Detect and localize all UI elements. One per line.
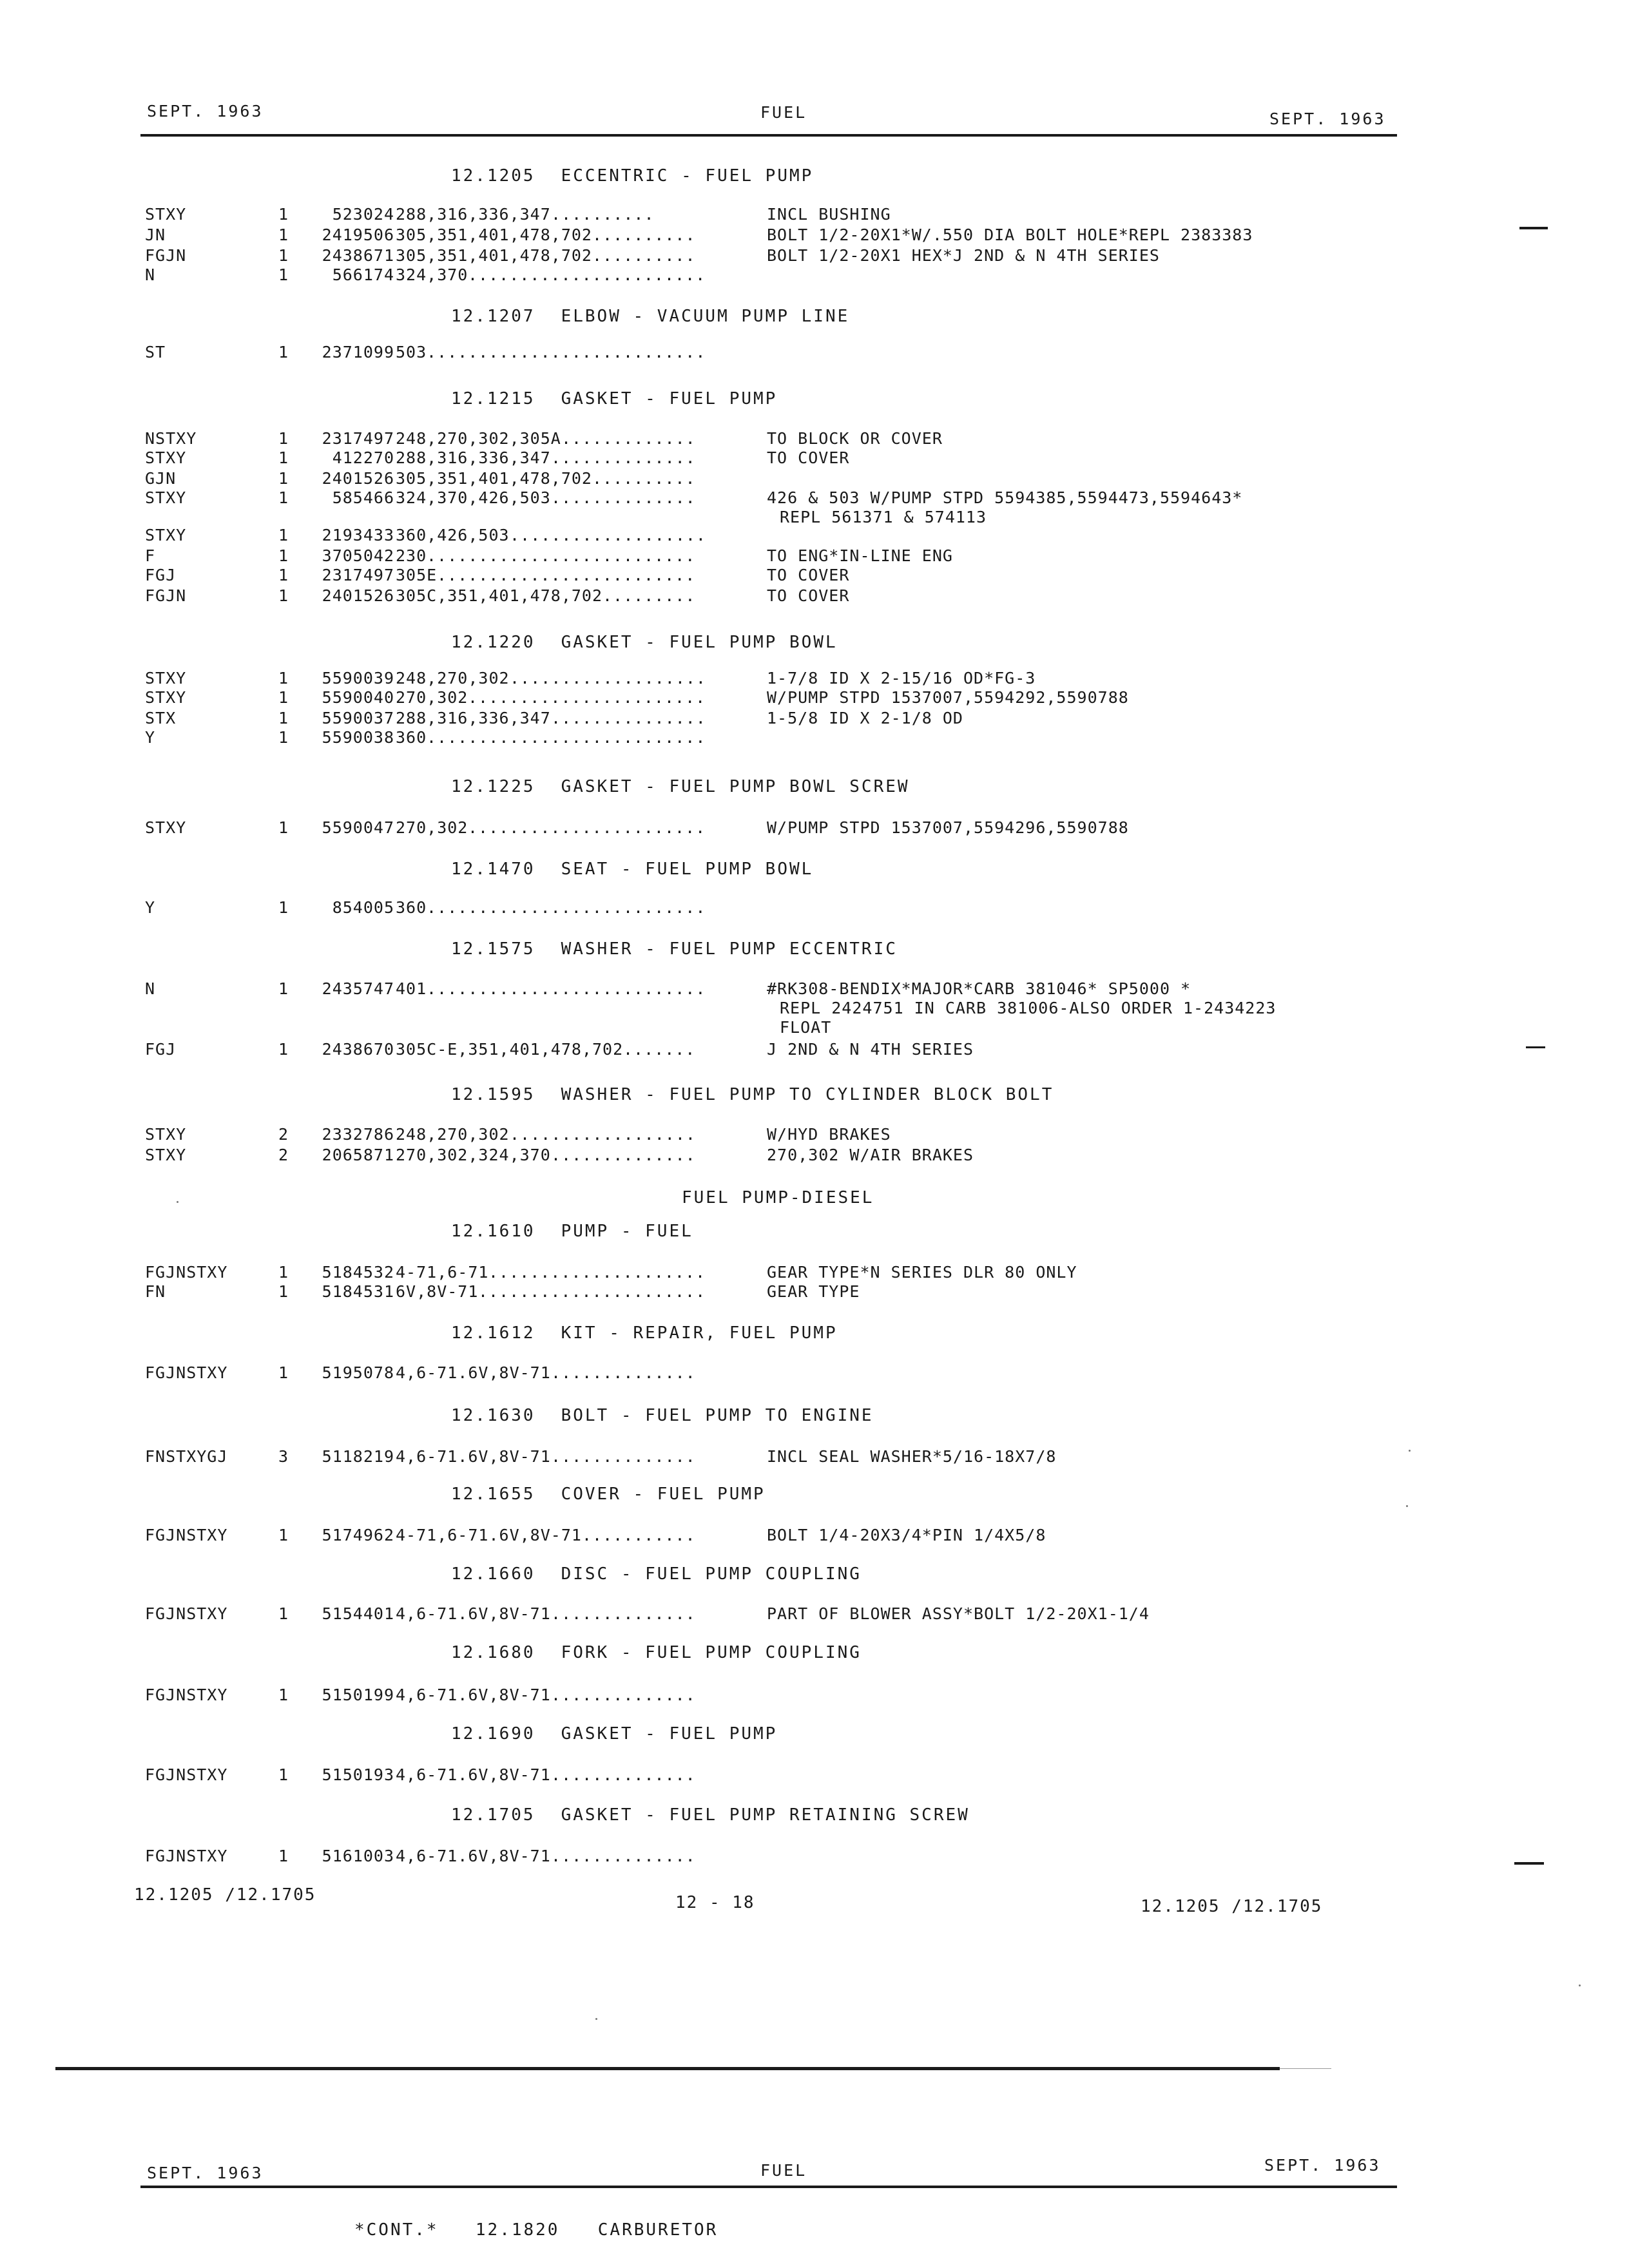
part-note: 1-5/8 ID X 2-1/8 OD — [767, 709, 963, 727]
series-code: FGJ — [145, 566, 177, 584]
quantity: 1 — [278, 265, 289, 284]
part-number: 5590039 — [322, 669, 394, 687]
dot-leader: .............. — [551, 1146, 696, 1164]
applications: 4,6-71.6V,8V-71 — [396, 1765, 551, 1784]
series-code: FGJNSTXY — [145, 1847, 228, 1865]
part-number: 2435747 — [322, 979, 394, 998]
section-name: PUMP - FUEL — [561, 1222, 693, 1241]
series-code: STXY — [145, 688, 187, 707]
section-title — [451, 1323, 838, 1343]
part-note: TO ENG*IN-LINE ENG — [767, 546, 953, 565]
quantity: 1 — [278, 1363, 289, 1382]
part-note: REPL 2424751 IN CARB 381006-ALSO ORDER 1-2434223 — [780, 999, 1277, 1017]
part-note: J 2ND & N 4TH SERIES — [767, 1040, 974, 1059]
dot-leader: ...................... — [478, 1282, 706, 1301]
part-number: 5174962 — [322, 1526, 394, 1544]
series-code: FGJNSTXY — [145, 1604, 228, 1623]
scan-speck — [177, 1201, 178, 1203]
section-title — [451, 1564, 862, 1584]
quantity: 1 — [278, 1040, 289, 1059]
section-name: ELBOW - VACUUM PUMP LINE — [561, 307, 850, 326]
section-name: FORK - FUEL PUMP COUPLING — [561, 1643, 862, 1662]
dot-leader: .......... — [551, 205, 655, 224]
scan-mark — [1514, 1862, 1544, 1865]
part-number: 5154401 — [322, 1604, 394, 1623]
section-title — [451, 307, 849, 326]
series-code: STXY — [145, 669, 187, 687]
scan-speck — [595, 2018, 597, 2020]
quantity: 1 — [278, 246, 289, 265]
part-note: W/PUMP STPD 1537007,5594292,5590788 — [767, 688, 1129, 707]
dot-leader: .............. — [551, 1686, 696, 1704]
section-name: KIT - REPAIR, FUEL PUMP — [561, 1323, 838, 1343]
part-number: 2401526 — [322, 469, 394, 488]
footer-page-number: 12 - 18 — [675, 1893, 755, 1912]
page2-header-title: FUEL — [760, 2161, 807, 2180]
dot-leader: ............... — [551, 709, 706, 727]
part-row — [0, 1686, 1629, 1705]
part-note: W/PUMP STPD 1537007,5594296,5590788 — [767, 818, 1129, 837]
series-code: FGJNSTXY — [145, 1263, 228, 1282]
quantity: 1 — [278, 526, 289, 544]
part-note: BOLT 1/2-20X1*W/.550 DIA BOLT HOLE*REPL 2383383 — [767, 226, 1253, 244]
quantity: 1 — [278, 566, 289, 584]
dot-leader: .............. — [551, 1363, 696, 1382]
quantity: 2 — [278, 1146, 289, 1164]
quantity: 1 — [278, 898, 289, 917]
series-code: Y — [145, 898, 156, 917]
section-name: WASHER - FUEL PUMP ECCENTRIC — [561, 939, 898, 959]
quantity: 1 — [278, 1765, 289, 1784]
dot-leader: .............. — [551, 1447, 696, 1466]
section-name: GASKET - FUEL PUMP BOWL SCREW — [561, 777, 910, 796]
part-note: REPL 561371 & 574113 — [780, 508, 987, 526]
section-number: 12.1660 — [451, 1564, 535, 1584]
section-number: 12.1205 — [451, 166, 535, 186]
dot-leader: ......... — [602, 586, 696, 605]
section-number: 12.1680 — [451, 1643, 535, 1662]
series-code: ST — [145, 343, 166, 361]
part-number: 854005 — [332, 898, 394, 917]
quantity: 1 — [278, 1263, 289, 1282]
section-name: BOLT - FUEL PUMP TO ENGINE — [561, 1406, 874, 1425]
part-note: GEAR TYPE*N SERIES DLR 80 ONLY — [767, 1263, 1077, 1282]
part-number: 566174 — [332, 265, 394, 284]
scan-speck — [1406, 1505, 1408, 1507]
quantity: 1 — [278, 448, 289, 467]
quantity: 1 — [278, 226, 289, 244]
dot-leader: ........... — [582, 1526, 696, 1544]
page-break-rule-tail — [1280, 2068, 1331, 2069]
applications: 288,316,336,347 — [396, 205, 551, 224]
applications: 4,6-71.6V,8V-71 — [396, 1686, 551, 1704]
quantity: 1 — [278, 1686, 289, 1704]
part-note: 1-7/8 ID X 2-15/16 OD*FG-3 — [767, 669, 1036, 687]
dot-leader: ........................... — [427, 979, 706, 998]
series-code: STXY — [145, 488, 187, 507]
applications: 360,426,503 — [396, 526, 510, 544]
section-number: 12.1470 — [451, 860, 535, 879]
part-note: INCL BUSHING — [767, 205, 891, 224]
part-number: 2317497 — [322, 566, 394, 584]
dot-leader: .............. — [551, 488, 696, 507]
footer-range-left: 12.1205 /12.1705 — [134, 1885, 316, 1905]
series-code: FGJ — [145, 1040, 177, 1059]
applications: 248,270,302,305A — [396, 429, 561, 448]
applications: 6V,8V-71 — [396, 1282, 479, 1301]
part-row — [0, 1363, 1629, 1383]
dot-leader: ........................... — [427, 728, 706, 747]
dot-leader: .......................... — [427, 546, 696, 565]
applications: 401 — [396, 979, 427, 998]
part-number: 2317497 — [322, 429, 394, 448]
part-number: 5161003 — [322, 1847, 394, 1865]
section-number: 12.1612 — [451, 1323, 535, 1343]
series-code: FGJN — [145, 586, 187, 605]
part-number: 5590037 — [322, 709, 394, 727]
section-title — [451, 1406, 874, 1425]
page2-section-name: CARBURETOR — [597, 2220, 718, 2240]
section-name: ECCENTRIC - FUEL PUMP — [561, 166, 814, 186]
part-number: 5184532 — [322, 1263, 394, 1282]
part-note: 270,302 W/AIR BRAKES — [767, 1146, 974, 1164]
part-note: TO COVER — [767, 586, 850, 605]
section-title — [451, 1805, 970, 1825]
series-code: STXY — [145, 448, 187, 467]
dot-leader: ......................... — [437, 566, 696, 584]
part-number: 5184531 — [322, 1282, 394, 1301]
series-code: FN — [145, 1282, 166, 1301]
dot-leader: .................. — [510, 1125, 696, 1144]
part-number: 5590038 — [322, 728, 394, 747]
series-code: F — [145, 546, 156, 565]
section-name: WASHER - FUEL PUMP TO CYLINDER BLOCK BOLT — [561, 1085, 1054, 1104]
quantity: 1 — [278, 1847, 289, 1865]
part-note: INCL SEAL WASHER*5/16-18X7/8 — [767, 1447, 1057, 1466]
part-note: TO BLOCK OR COVER — [767, 429, 943, 448]
part-note: TO COVER — [767, 566, 850, 584]
part-row — [0, 1765, 1629, 1785]
quantity: 1 — [278, 728, 289, 747]
applications: 248,270,302 — [396, 1125, 510, 1144]
part-number: 2438670 — [322, 1040, 394, 1059]
part-number: 5195078 — [322, 1363, 394, 1382]
section-name: SEAT - FUEL PUMP BOWL — [561, 860, 814, 879]
series-code: N — [145, 979, 156, 998]
series-code: N — [145, 265, 156, 284]
page2-header-date-right: SEPT. 1963 — [1264, 2156, 1381, 2175]
applications: 305E — [396, 566, 438, 584]
header-date-right: SEPT. 1963 — [1269, 110, 1386, 128]
section-title — [451, 633, 838, 652]
series-code: FNSTXYGJ — [145, 1447, 228, 1466]
diesel-heading: FUEL PUMP-DIESEL — [682, 1188, 874, 1207]
section-number: 12.1215 — [451, 389, 535, 408]
applications: 324,370 — [396, 265, 468, 284]
applications: 503 — [396, 343, 427, 361]
section-number: 12.1610 — [451, 1222, 535, 1241]
quantity: 1 — [278, 1526, 289, 1544]
part-number: 3705042 — [322, 546, 394, 565]
part-note: BOLT 1/2-20X1 HEX*J 2ND & N 4TH SERIES — [767, 246, 1160, 265]
series-code: STXY — [145, 205, 187, 224]
applications: 305,351,401,478,702 — [396, 226, 592, 244]
part-note: FLOAT — [780, 1018, 832, 1037]
scan-speck — [1579, 1984, 1581, 1986]
part-row — [0, 469, 1629, 488]
part-row — [0, 265, 1629, 285]
applications: 305,351,401,478,702 — [396, 469, 592, 488]
quantity: 1 — [278, 488, 289, 507]
quantity: 1 — [278, 979, 289, 998]
section-name: COVER - FUEL PUMP — [561, 1485, 766, 1504]
page2-section-title — [354, 2220, 718, 2240]
part-number: 412270 — [332, 448, 394, 467]
dot-leader: ....... — [623, 1040, 696, 1059]
series-code: STXY — [145, 1146, 187, 1164]
series-code: STXY — [145, 818, 187, 837]
applications: 360 — [396, 898, 427, 917]
part-note: 426 & 503 W/PUMP STPD 5594385,5594473,5594643* — [767, 488, 1243, 507]
part-row — [0, 1847, 1629, 1866]
section-title — [451, 939, 898, 959]
dot-leader: ........................... — [427, 343, 706, 361]
applications: 270,302 — [396, 688, 468, 707]
applications: 4,6-71.6V,8V-71 — [396, 1447, 551, 1466]
part-number: 5150199 — [322, 1686, 394, 1704]
series-code: FGJNSTXY — [145, 1686, 228, 1704]
quantity: 1 — [278, 1604, 289, 1623]
dot-leader: ............. — [561, 429, 696, 448]
applications: 305,351,401,478,702 — [396, 246, 592, 265]
part-number: 5118219 — [322, 1447, 394, 1466]
section-number: 12.1225 — [451, 777, 535, 796]
applications: 4,6-71.6V,8V-71 — [396, 1847, 551, 1865]
quantity: 1 — [278, 469, 289, 488]
part-number: 5590047 — [322, 818, 394, 837]
quantity: 1 — [278, 1282, 289, 1301]
section-title — [451, 1643, 862, 1662]
applications: 288,316,336,347 — [396, 448, 551, 467]
quantity: 1 — [278, 343, 289, 361]
series-code: STXY — [145, 526, 187, 544]
continued-marker: *CONT.* — [354, 2220, 439, 2240]
page2-section-number: 12.1820 — [475, 2220, 560, 2240]
part-number: 523024 — [332, 205, 394, 224]
quantity: 1 — [278, 546, 289, 565]
header-title: FUEL — [760, 103, 807, 122]
section-number: 12.1655 — [451, 1485, 535, 1504]
section-name: GASKET - FUEL PUMP BOWL — [561, 633, 838, 652]
footer-range-right: 12.1205 /12.1705 — [1141, 1897, 1323, 1916]
section-name: GASKET - FUEL PUMP — [561, 1724, 778, 1744]
part-note: GEAR TYPE — [767, 1282, 860, 1301]
quantity: 1 — [278, 818, 289, 837]
page-break-rule — [55, 2067, 1280, 2070]
part-number: 2371099 — [322, 343, 394, 361]
series-code: NSTXY — [145, 429, 197, 448]
part-number: 2438671 — [322, 246, 394, 265]
quantity: 1 — [278, 709, 289, 727]
quantity: 2 — [278, 1125, 289, 1144]
series-code: FGJNSTXY — [145, 1765, 228, 1784]
section-title — [451, 1222, 693, 1241]
section-number: 12.1705 — [451, 1805, 535, 1825]
part-number: 2332786 — [322, 1125, 394, 1144]
part-note: TO COVER — [767, 448, 850, 467]
applications: 360 — [396, 728, 427, 747]
applications: 4-71,6-71 — [396, 1263, 489, 1282]
scan-speck — [1409, 1450, 1411, 1452]
dot-leader: ....................... — [468, 818, 706, 837]
part-row — [0, 898, 1629, 918]
part-note: W/HYD BRAKES — [767, 1125, 891, 1144]
series-code: GJN — [145, 469, 177, 488]
quantity: 3 — [278, 1447, 289, 1466]
dot-leader: ................... — [510, 669, 706, 687]
dot-leader: ..................... — [488, 1263, 706, 1282]
dot-leader: .......... — [592, 469, 696, 488]
scan-mark — [1526, 1046, 1545, 1048]
dot-leader: ........................... — [427, 898, 706, 917]
applications: 324,370,426,503 — [396, 488, 551, 507]
part-number: 2401526 — [322, 586, 394, 605]
page2-header-date-left: SEPT. 1963 — [147, 2164, 264, 2182]
quantity: 1 — [278, 586, 289, 605]
dot-leader: .......... — [592, 226, 696, 244]
dot-leader: ....................... — [468, 688, 706, 707]
section-title — [451, 1724, 777, 1744]
section-title — [451, 1085, 1054, 1104]
applications: 305C,351,401,478,702 — [396, 586, 603, 605]
quantity: 1 — [278, 669, 289, 687]
section-name: DISC - FUEL PUMP COUPLING — [561, 1564, 862, 1584]
section-name: GASKET - FUEL PUMP — [561, 389, 778, 408]
part-number: 5150193 — [322, 1765, 394, 1784]
part-note: PART OF BLOWER ASSY*BOLT 1/2-20X1-1/4 — [767, 1604, 1150, 1623]
part-row — [0, 343, 1629, 362]
header-date-left: SEPT. 1963 — [147, 102, 264, 120]
part-row — [0, 526, 1629, 545]
series-code: STXY — [145, 1125, 187, 1144]
section-number: 12.1595 — [451, 1085, 535, 1104]
section-number: 12.1220 — [451, 633, 535, 652]
dot-leader: .......... — [592, 246, 696, 265]
dot-leader: .............. — [551, 1765, 696, 1784]
applications: 270,302 — [396, 818, 468, 837]
part-row — [0, 728, 1629, 747]
series-code: FGJNSTXY — [145, 1363, 228, 1382]
part-number: 2193433 — [322, 526, 394, 544]
section-title — [451, 1485, 766, 1504]
applications: 4,6-71.6V,8V-71 — [396, 1604, 551, 1623]
section-title — [451, 777, 910, 796]
applications: 4-71,6-71.6V,8V-71 — [396, 1526, 582, 1544]
section-title — [451, 860, 813, 879]
section-number: 12.1630 — [451, 1406, 535, 1425]
dot-leader: .............. — [551, 1847, 696, 1865]
quantity: 1 — [278, 429, 289, 448]
applications: 248,270,302 — [396, 669, 510, 687]
applications: 288,316,336,347 — [396, 709, 551, 727]
series-code: JN — [145, 226, 166, 244]
page2-header-rule — [140, 2186, 1397, 2188]
part-note: BOLT 1/4-20X3/4*PIN 1/4X5/8 — [767, 1526, 1046, 1544]
quantity: 1 — [278, 205, 289, 224]
header-rule — [140, 134, 1397, 137]
dot-leader: .............. — [551, 1604, 696, 1623]
section-number: 12.1690 — [451, 1724, 535, 1744]
scan-mark — [1519, 227, 1548, 229]
applications: 305C-E,351,401,478,702 — [396, 1040, 624, 1059]
applications: 230 — [396, 546, 427, 565]
series-code: FGJN — [145, 246, 187, 265]
part-note: #RK308-BENDIX*MAJOR*CARB 381046* SP5000 * — [767, 979, 1191, 998]
quantity: 1 — [278, 688, 289, 707]
part-number: 2419506 — [322, 226, 394, 244]
applications: 270,302,324,370 — [396, 1146, 551, 1164]
section-title — [451, 389, 777, 408]
part-number: 2065871 — [322, 1146, 394, 1164]
part-number: 585466 — [332, 488, 394, 507]
part-number: 5590040 — [322, 688, 394, 707]
dot-leader: ....................... — [468, 265, 706, 284]
section-number: 12.1207 — [451, 307, 535, 326]
section-name: GASKET - FUEL PUMP RETAINING SCREW — [561, 1805, 970, 1825]
series-code: STX — [145, 709, 177, 727]
applications: 4,6-71.6V,8V-71 — [396, 1363, 551, 1382]
section-title — [451, 166, 813, 186]
dot-leader: ................... — [510, 526, 706, 544]
dot-leader: .............. — [551, 448, 696, 467]
section-number: 12.1575 — [451, 939, 535, 959]
series-code: FGJNSTXY — [145, 1526, 228, 1544]
series-code: Y — [145, 728, 156, 747]
